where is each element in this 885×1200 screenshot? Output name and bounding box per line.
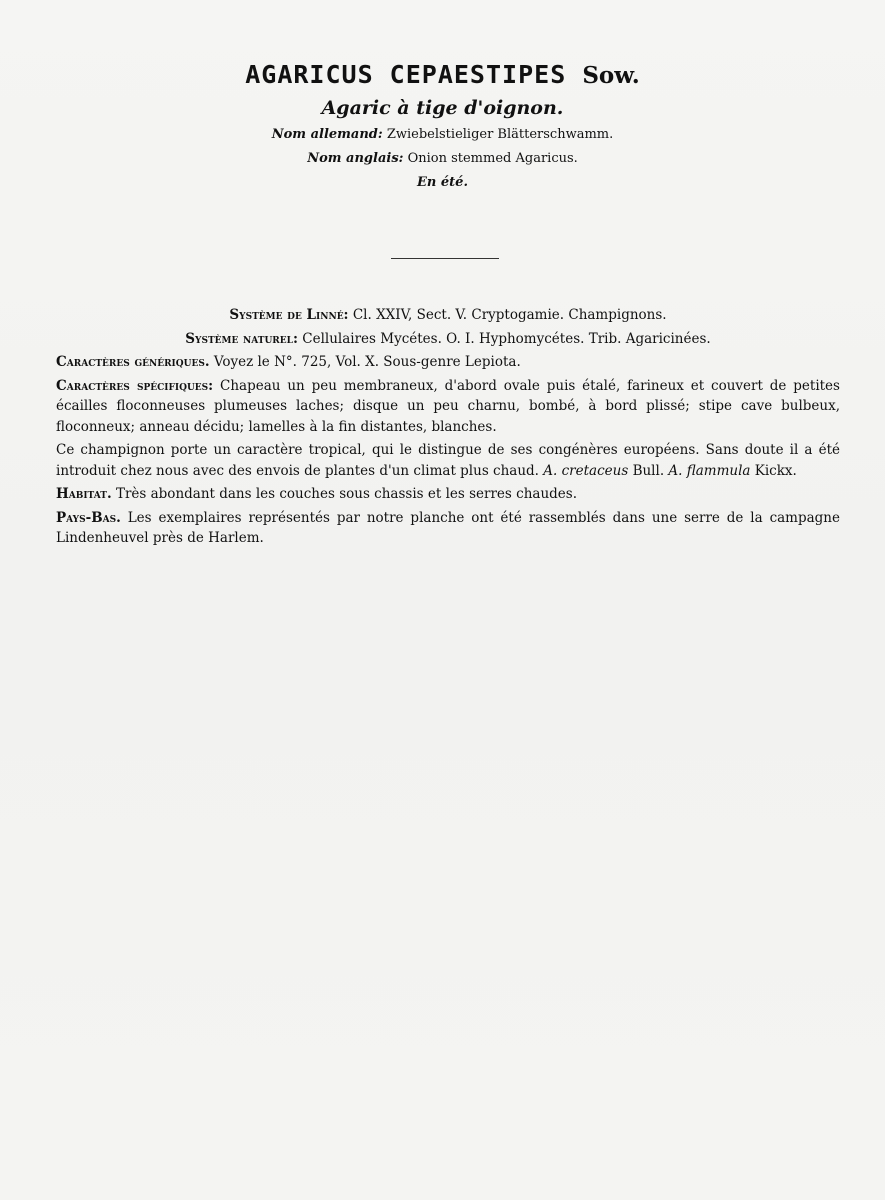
tropical-note-text: Ce champignon porte un caractère tropical, qui le distingue de ses congénères européens. Sans doute il a été introduit chez nous avec des envois de plantes d'un climat plus chaud.	[56, 442, 840, 479]
habitat-label: Habitat.	[56, 486, 112, 502]
english-name-label: Nom anglais:	[307, 151, 404, 166]
natural-system-line	[56, 329, 840, 350]
synonym-1-name: A. cretaceus	[543, 462, 629, 479]
synonym-1-author: Bull.	[632, 462, 665, 479]
natural-system-text: Cellulaires Mycétes. O. I. Hyphomycétes. Trib. Agaricinées.	[302, 330, 711, 347]
habitat	[56, 484, 840, 505]
generic-characters-label: Caractères génériques.	[56, 354, 210, 370]
synonym-2-name: A. flammula	[668, 462, 751, 479]
header	[0, 58, 885, 195]
species-name: AGARICUS CEPAESTIPES	[245, 60, 567, 89]
linne-system-label: Système de Linné:	[229, 307, 349, 323]
specific-characters-label: Caractères spécifiques:	[56, 377, 214, 394]
german-name: Zwiebelstieliger Blätterschwamm.	[386, 127, 614, 142]
generic-characters	[56, 352, 840, 373]
linne-system-text: Cl. XXIV, Sect. V. Cryptogamie. Champignons.	[352, 307, 667, 323]
tropical-note	[56, 440, 840, 481]
description-body	[56, 305, 840, 552]
german-name-label: Nom allemand:	[271, 127, 383, 142]
netherlands-label: Pays-Bas.	[56, 509, 121, 526]
netherlands-text: Les exemplaires représentés par notre planche ont été rassemblés dans une serre de la campagne Lindenheuvel près de Harlem.	[56, 509, 840, 546]
species-author: Sow.	[582, 62, 640, 89]
english-name: Onion stemmed Agaricus.	[407, 151, 578, 166]
synonym-2-author: Kickx.	[754, 462, 797, 479]
natural-system-label: Système naturel:	[185, 330, 298, 347]
specific-characters-text: Chapeau un peu membraneux, d'abord ovale puis étalé, farineux et couvert de petites écailles floconneuses plumeuses laches; disque un peu charnu, bombé, à bord plissé; stipe cave bulbeux, floconneux; anneau décidu; lamelles à la fin distantes, blanches.	[56, 377, 840, 435]
english-name-line	[0, 147, 885, 171]
divider-rule	[391, 258, 499, 259]
linne-system-line	[56, 305, 840, 326]
specific-characters	[56, 376, 840, 438]
species-title	[0, 58, 885, 93]
netherlands-note	[56, 508, 840, 549]
french-name: Agaric à tige d'oignon.	[321, 97, 564, 119]
german-name-line	[0, 123, 885, 147]
season: En été.	[417, 175, 468, 190]
habitat-text: Très abondant dans les couches sous chassis et les serres chaudes.	[115, 486, 577, 502]
generic-characters-text: Voyez le N°. 725, Vol. X. Sous-genre Lepiota.	[213, 354, 521, 370]
